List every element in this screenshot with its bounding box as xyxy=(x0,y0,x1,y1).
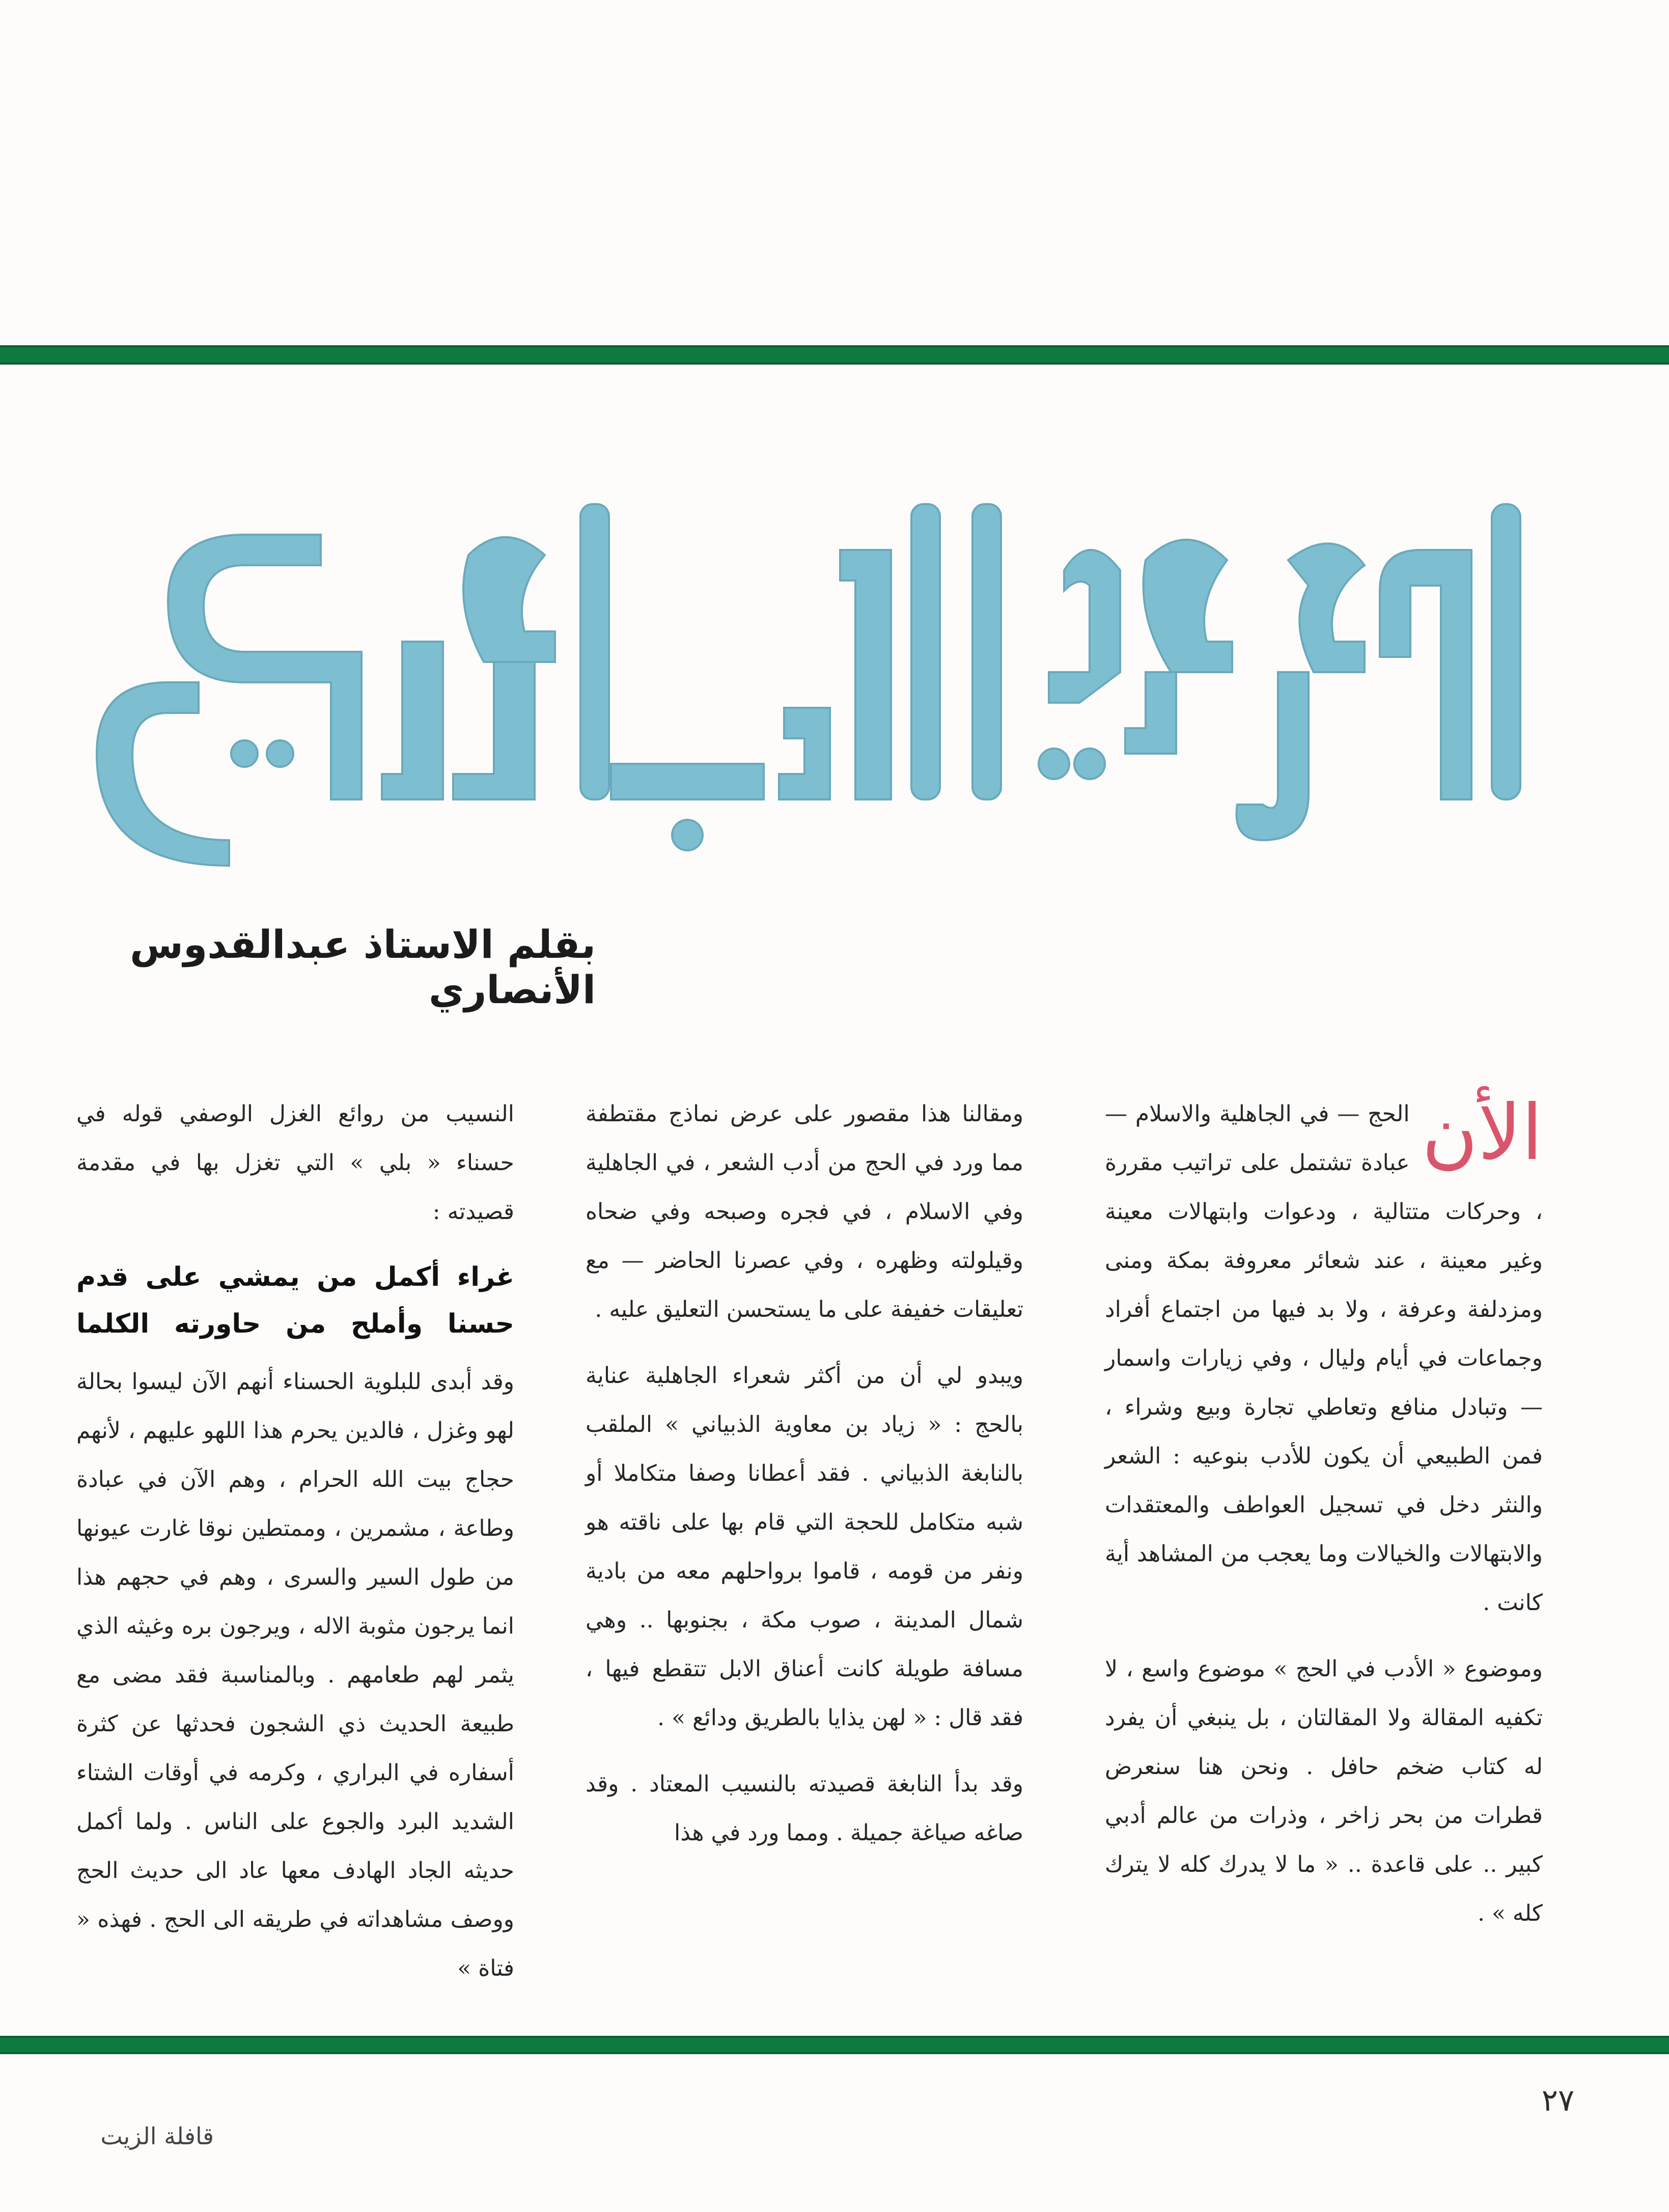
paragraph: ومقالنا هذا مقصور على عرض نماذج مقتطفة مما ورد في الحج من أدب الشعر ، في الجاهلية وفي الاسلام ، في فجره وصبحه وفي ضحاه وقيلولته وظهره ، وفي عصرنا الحاضر — مع تعليقات خفيفة على ما يستحسن التعليق عليه . xyxy=(586,1101,1023,1322)
verse-line-1: غراء أكمل من يمشي على قدم xyxy=(76,1262,514,1292)
paragraph: الحج — في الجاهلية والاسلام — عبادة تشتمل على تراتيب مقررة ، وحركات متتالية ، ودعوات وابتهالات معينة وغير معينة ، عند شعائر معروفة بمكة ومنى ومزدلفة وعرفة ، ولا بد فيها من اجتماع أفراد وجماعات في أيام وليال ، وفي زيارات واسمار — وتبادل منافع وتعاطي تجارة وبيع وشراء ، فمن الطبيعي أن يكون للأدب بنوعيه : الشعر والنثر دخل في تسجيل العواطف والمعتقدات والابتهالات والخيالات وما يعجب من المشاهد أية كانت . xyxy=(1105,1101,1543,1616)
article-column-right xyxy=(1105,1089,1543,1926)
dropcap-initial: الأن xyxy=(1422,1089,1543,1177)
paragraph: ويبدو لي أن من أكثر شعراء الجاهلية عناية بالحج : « زياد بن معاوية الذبياني » الملقب بالنابغة الذبياني . فقد أعطانا وصفا متكاملا أو شبه متكامل للحجة التي قام بها على ناقته هو ونفر من قومه ، قاموا برواحلهم معه من بادية شمال المدينة ، صوب مكة ، بجنوبها .. وهي مسافة طويلة كانت أعناق الابل تتقطع فيها ، فقد قال : « لهن يذايا بالطريق ودائع » . xyxy=(586,1363,1023,1731)
article-column-middle xyxy=(586,1090,1023,1915)
article-column-left xyxy=(76,1090,514,1981)
paragraph: النسيب من روائع الغزل الوصفي قوله في حسناء « بلي » التي تغزل بها في مقدمة قصيدته : xyxy=(76,1101,514,1225)
top-green-rule xyxy=(0,345,1669,365)
author-byline: بقلم الاستاذ عبدالقدوس الأنصاري xyxy=(130,922,596,1012)
verse-line-2: حسنا وأملح من حاورته الكلما xyxy=(76,1309,514,1339)
title-calligraphy xyxy=(76,489,1573,871)
paragraph: وموضوع « الأدب في الحج » موضوع واسع ، لا تكفيه المقالة ولا المقالتان ، بل ينبغي أن يفرد له كتاب ضخم حافل . ونحن هنا سنعرض قطرات من بحر زاخر ، وذرات من عالم أدبي كبير .. على قاعدة .. « ما لا يدرك كله لا يترك كله » . xyxy=(1105,1656,1543,1926)
magazine-name: قافلة الزيت xyxy=(100,2122,214,2150)
paragraph: وقد بدأ النابغة قصيدته بالنسيب المعتاد . وقد صاغه صياغة جميلة . ومما ورد في هذا xyxy=(586,1771,1023,1846)
article-title xyxy=(76,489,1573,871)
poem-verse xyxy=(76,1254,514,1347)
paragraph: وقد أبدى للبلوية الحسناء أنهم الآن ليسوا بحالة لهو وغزل ، فالدين يحرم هذا اللهو عليهم ، لأنهم حجاج بيت الله الحرام ، وهم الآن في عبادة وطاعة ، مشمرين ، وممتطين نوقا غارت عيونها من طول السير والسرى ، وهم في حجهم هذا انما يرجون مثوبة الاله ، ويرجون بره وغيثه الذي يثمر لهم طعامهم . وبالمناسبة فقد مضى مع طبيعة الحديث ذي الشجون فحدثها عن كثرة أسفاره في البراري ، وكرمه في أوقات الشتاء الشديد البرد والجوع على الناس . ولما أكمل حديثه الجاد الهادف معها عاد الى حديث الحج ووصف مشاهداته في طريقه الى الحج . فهذه « فتاة » xyxy=(76,1369,514,1981)
page-number: ٢٧ xyxy=(1541,2083,1575,2118)
bottom-green-rule xyxy=(0,2036,1669,2054)
